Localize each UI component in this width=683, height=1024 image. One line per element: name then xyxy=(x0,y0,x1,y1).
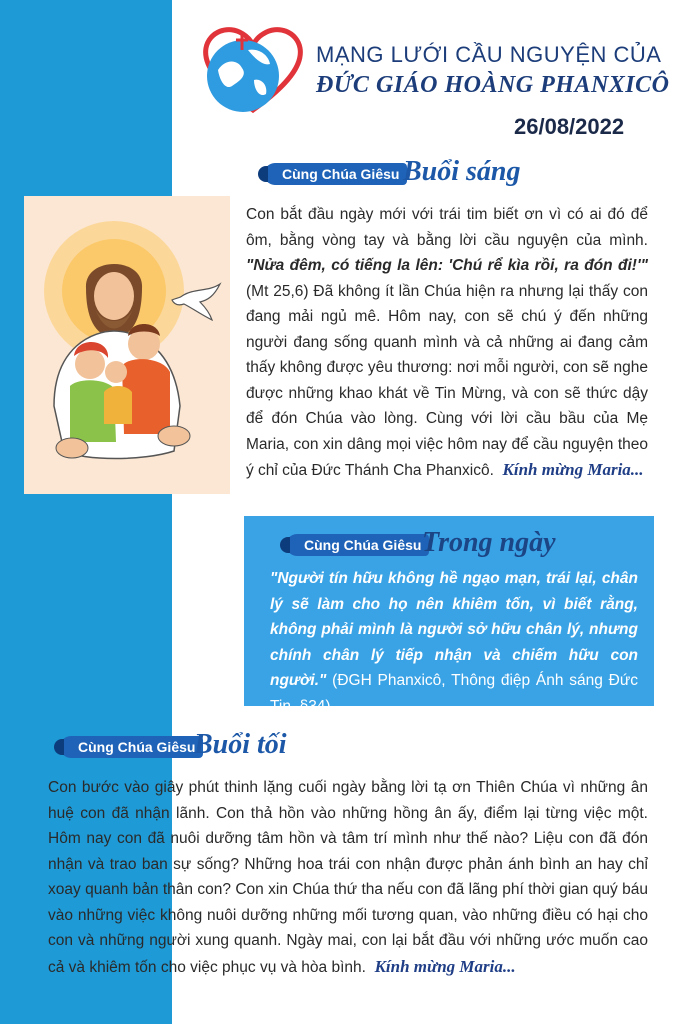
day-quote: "Người tín hữu không hề ngạo mạn, trái lại, chân lý sẽ làm cho họ nên khiêm tốn, vì biết rằng, không phải mình là người sở hữu chân lý, nhưng chính chân lý tiếp nhận và chiếm hữu con người." xyxy=(270,570,638,689)
morning-text-2: (Mt 25,6) Đã không ít lần Chúa hiện ra nhưng lại thấy con đang mải ngủ mê. Hôm nay, con sẽ chú ý đến những người đang sống quanh mình và cả những ai đang cảm thấy không được yêu thương: nơi mỗi người, con sẽ nghe được những khao khát về Tin Mừng, và con sẽ thức dậy để đón Chúa vào lòng. Cùng với lời cầu bầu của Mẹ Maria, con xin dâng mọi việc hôm nay để cầu nguyện theo ý chỉ của Đức Thánh Cha Phanxicô. xyxy=(246,282,648,479)
evening-closing: Kính mừng Maria... xyxy=(374,956,516,976)
evening-heading: Buổi tối xyxy=(194,729,287,760)
globe-heart-logo xyxy=(198,20,308,120)
evening-text xyxy=(48,775,648,980)
evening-pill: Cùng Chúa Giêsu xyxy=(60,736,203,758)
morning-heading: Buổi sáng xyxy=(403,156,521,187)
day-text xyxy=(270,566,638,719)
date: 26/08/2022 xyxy=(514,114,625,139)
day-heading: Trong ngày xyxy=(422,527,556,558)
morning-closing: Kính mừng Maria... xyxy=(502,460,644,479)
morning-text xyxy=(246,202,648,484)
network-title: MẠNG LƯỚI CẦU NGUYỆN CỦA xyxy=(316,42,662,67)
evening-body: Con bước vào giây phút thinh lặng cuối ngày bằng lời tạ ơn Thiên Chúa vì những ân huệ con đã nhận lãnh. Con thả hồn vào những hồng ân ấy, điểm lại từng việc một. Hôm nay con đã nuôi dưỡng tâm hồn và tâm trí mình như thế nào? Liệu con đã đón nhận và trao ban sự sống? Những hoa trái con nhận được phản ánh bình an hay chỉ xoay quanh bản thân con? Con xin Chúa thứ tha nếu con đã lãng phí thời gian quý báu vào những việc không nuôi dưỡng những mối tương quan, vào những điều có hại cho con và những người xung quanh. Ngày mai, con lại bắt đầu với những ước muốn cao cả và khiêm tốn cho việc phục vụ và hòa bình. xyxy=(48,779,648,976)
jesus-family-illustration xyxy=(24,196,230,494)
morning-pill: Cùng Chúa Giêsu xyxy=(264,163,407,185)
morning-text-1: Con bắt đầu ngày mới với trái tim biết ơn vì có ai đó để ôm, bằng vòng tay và bằng lời cầu nguyện của mình. xyxy=(246,206,648,249)
day-pill: Cùng Chúa Giêsu xyxy=(286,534,429,556)
day-source: (ĐGH Phanxicô, Thông điệp Ánh sáng Đức Tin, §34) xyxy=(270,672,638,715)
pope-name-title: ĐỨC GIÁO HOÀNG PHANXICÔ xyxy=(316,72,670,98)
morning-quote: "Nửa đêm, có tiếng la lên: 'Chú rể kìa rồi, ra đón đi!'" xyxy=(246,257,648,274)
